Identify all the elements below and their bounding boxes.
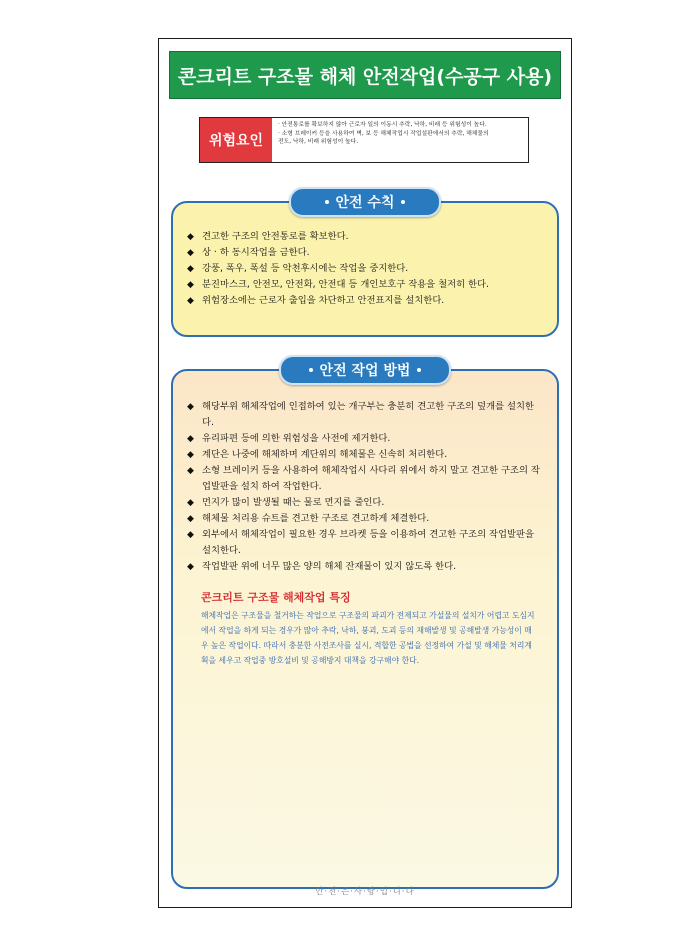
work-methods-list	[187, 399, 545, 575]
work-method-item: ◆ 외부에서 해체작업이 필요한 경우 브라켓 등을 이용하여 견고한 구조의 작업발판을 설치한다.	[187, 527, 545, 559]
safety-rule-item: ◆ 위험장소에는 근로자 출입을 차단하고 안전표지를 설치한다.	[187, 293, 545, 309]
work-method-item: ◆ 소형 브레이커 등을 사용하여 해체작업시 사다리 위에서 하지 말고 견고한 구조의 작업발판을 설치 하여 작업한다.	[187, 463, 545, 495]
risk-factors-box	[199, 117, 529, 163]
work-methods-heading	[279, 355, 451, 385]
safety-rule-item: ◆ 강풍, 폭우, 폭설 등 악천후시에는 작업을 중지한다.	[187, 261, 545, 277]
work-method-item: ◆ 먼지가 많이 발생될 때는 물로 먼지를 줄인다.	[187, 495, 545, 511]
feature-title: 콘크리트 구조물 해체작업 특징	[201, 591, 351, 604]
safety-rules-heading	[289, 187, 441, 217]
feature-block	[187, 589, 545, 668]
work-methods-heading-text: 안전 작업 방법	[319, 363, 411, 379]
safety-rules-heading-text: 안전 수칙	[335, 195, 395, 211]
work-method-item: ◆ 해당부위 해체작업에 인접하여 있는 개구부는 충분히 견고한 구조의 덮개를 설치한다.	[187, 399, 545, 431]
safety-rules-panel	[171, 201, 559, 337]
risk-items	[272, 118, 528, 162]
safety-rule-item: ◆ 견고한 구조의 안전통로를 확보한다.	[187, 229, 545, 245]
work-method-item: ◆ 계단은 나중에 해체하며 계단위의 해체물은 신속히 처리한다.	[187, 447, 545, 463]
dot-icon	[309, 368, 313, 372]
work-method-item: ◆ 작업발판 위에 너무 많은 양의 해체 잔재물이 있지 않도록 한다.	[187, 559, 545, 575]
feature-body: 해체작업은 구조물을 철거하는 작업으로 구조물의 파괴가 전제되고 가설물의 설치가 어렵고 도심지에서 작업을 하게 되는 경우가 많아 추락, 낙하, 붕괴, 도괴 등의 재해발생 및 공해발생 가능성이 매우 높은 작업이다. 따라서 충분한 사전조사를 실시, 적합한 공법을 선정하여 가설 및 해체물 처리계획을 세우고 작업중 방호설비 및 공해방지 대책을 강구해야 한다.	[201, 611, 535, 665]
safety-rule-item: ◆ 상 · 하 동시작업을 금한다.	[187, 245, 545, 261]
dot-icon	[401, 200, 405, 204]
safety-poster	[158, 38, 572, 908]
footer-slogan: 안·전·은·사·랑·입·니·다	[315, 887, 415, 897]
work-method-item: ◆ 유리파편 등에 의한 위험성을 사전에 제거한다.	[187, 431, 545, 447]
poster-title: 콘크리트 구조물 해체 안전작업(수공구 사용)	[169, 51, 561, 99]
safety-rules-list	[187, 229, 545, 309]
risk-item: · 소형 브레이커 등을 사용하여 벽, 보 등 해체작업시 작업설판에서의 추락, 해체물의	[278, 130, 489, 137]
work-method-item: ◆ 해체물 처리용 슈트를 견고한 구조로 견고하게 체결한다.	[187, 511, 545, 527]
risk-label: 위험요인	[200, 118, 272, 162]
safety-rule-item: ◆ 분진마스크, 안전모, 안전화, 안전대 등 개인보호구 작용을 철저히 한다.	[187, 277, 545, 293]
dot-icon	[325, 200, 329, 204]
work-methods-panel	[171, 369, 559, 889]
risk-item: 전도, 낙하, 비래 위험성이 높다.	[278, 139, 359, 146]
risk-item: · 안전통로를 확보하지 않아 근로자 일의 이동시 추락, 낙하, 비래 등 위험성이 높다.	[278, 122, 487, 128]
dot-icon	[417, 368, 421, 372]
